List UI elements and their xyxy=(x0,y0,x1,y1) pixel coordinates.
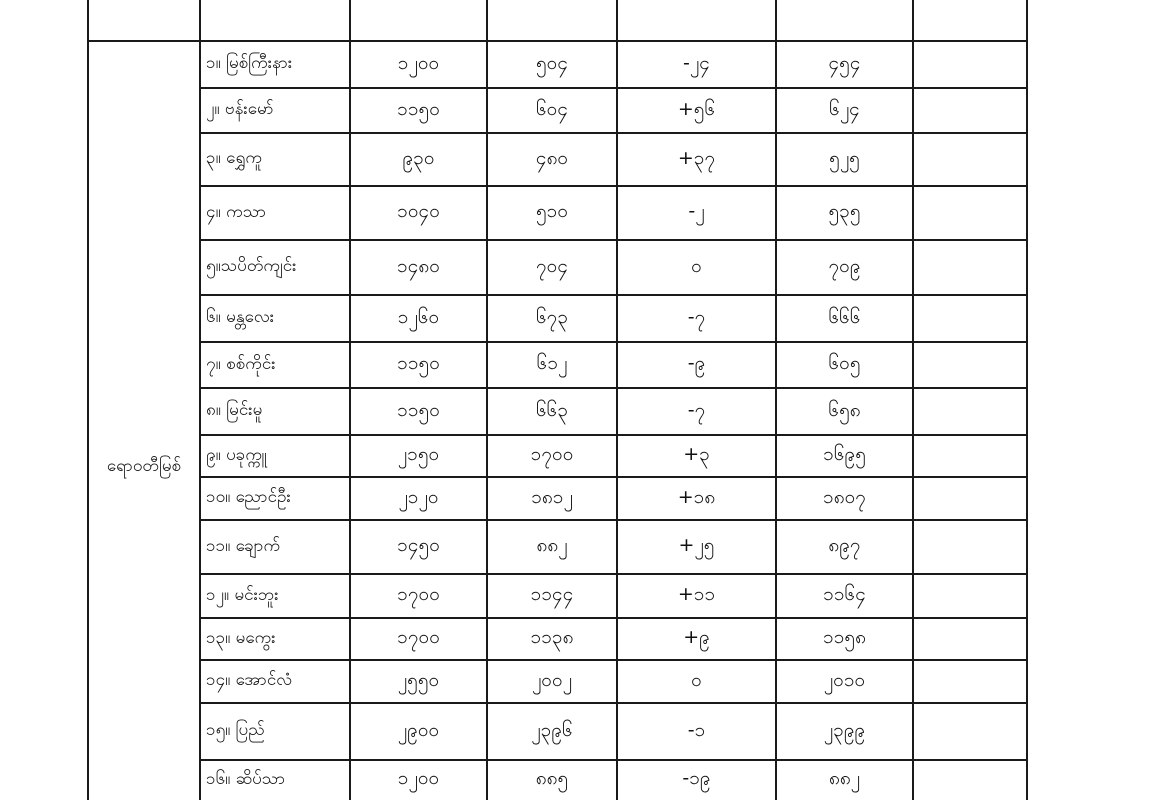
value-cell-c3: -၉ xyxy=(687,352,706,374)
station-name-cell: ၁၄။ အောင်လံ xyxy=(206,670,293,690)
value-cell-c2: ၁၁၃၈ xyxy=(530,626,574,648)
row-divider xyxy=(200,87,1027,89)
value-cell-c3: +၃၇ xyxy=(677,146,716,169)
value-cell-c3: -၇ xyxy=(687,398,706,421)
row-divider xyxy=(200,573,1027,575)
value-cell-c2: ၇၀၄ xyxy=(535,254,569,277)
empty-cell xyxy=(913,477,1027,520)
value-cell-c3: +၁၈ xyxy=(677,485,716,508)
value-cell-c3: +၅၆ xyxy=(677,97,716,120)
station-name-cell: ၃။ ရွှေကူ xyxy=(206,148,263,168)
empty-cell xyxy=(913,435,1027,477)
row-divider xyxy=(200,519,1027,521)
value-cell-c1: ၁၇၀၀ xyxy=(397,626,440,648)
empty-cell xyxy=(913,520,1027,574)
station-name-cell: ၇။ စစ်ကိုင်း xyxy=(206,353,276,374)
value-cell-c1: ၁၀၄၀ xyxy=(397,200,440,222)
value-cell-c4: ၂၀၁၀ xyxy=(823,668,866,691)
station-name-cell: ၁၆။ ဆိပ်သာ xyxy=(206,768,286,789)
value-cell-c4: ၁၁၆၄ xyxy=(823,583,866,605)
empty-cell xyxy=(913,186,1027,240)
value-cell-c4: ၆၂၄ xyxy=(829,97,860,120)
empty-cell xyxy=(913,41,1027,88)
row-divider xyxy=(200,476,1027,478)
value-cell-c1: ၉၃၀ xyxy=(402,146,435,169)
value-cell-c1: ၂၉၀၀ xyxy=(397,718,440,741)
value-cell-c2: ၁၁၄၄ xyxy=(530,583,574,605)
empty-cell xyxy=(913,133,1027,186)
station-name-cell: ၂။ ဗန်းမော် xyxy=(206,99,274,119)
value-cell-c4: ၁၈၀၇ xyxy=(823,485,866,508)
value-cell-c2: ၄၈၀ xyxy=(535,146,569,169)
value-cell-c4: ၅၂၅ xyxy=(829,146,860,169)
station-name-cell: ၁၁။ ချောက် xyxy=(206,535,281,556)
station-name-cell: ၁၂။ မင်းဘူး xyxy=(206,584,279,605)
table-vertical-line xyxy=(775,0,777,800)
row-divider xyxy=(200,434,1027,436)
value-cell-c2: ၁၇၀၀ xyxy=(530,443,574,465)
value-cell-c1: ၁၂၀၀ xyxy=(397,51,440,74)
table-vertical-line xyxy=(349,0,351,800)
table-vertical-line xyxy=(87,0,89,800)
value-cell-c2: ၂၀၀၂ xyxy=(531,668,573,691)
empty-cell xyxy=(913,660,1027,703)
value-cell-c3: ၀ xyxy=(691,668,702,691)
value-cell-c3: -၂ xyxy=(688,200,705,222)
value-cell-c3: +၃ xyxy=(683,443,710,465)
value-cell-c3: -၇ xyxy=(687,305,706,328)
table-vertical-line xyxy=(912,0,914,800)
row-divider xyxy=(200,387,1027,389)
value-cell-c4: ၅၃၅ xyxy=(828,200,861,222)
station-name-cell: ၉။ ပခုက္ကူ xyxy=(206,444,267,465)
row-divider xyxy=(200,659,1027,661)
value-cell-c3: ၀ xyxy=(691,254,702,277)
value-cell-c2: ၈၈၅ xyxy=(535,767,569,789)
station-name-cell: ၁၃။ မကွေး xyxy=(206,627,276,648)
value-cell-c2: ၅၀၄ xyxy=(535,51,569,74)
value-cell-c4: ၆၀၅ xyxy=(828,352,861,374)
value-cell-c1: ၁၇၀၀ xyxy=(397,583,440,605)
value-cell-c4: ၄၅၄ xyxy=(828,51,861,74)
value-cell-c4: ၆၅၈ xyxy=(828,398,861,421)
value-cell-c2: ၆၇၃ xyxy=(535,305,569,328)
table-vertical-line xyxy=(616,0,618,800)
value-cell-c3: -၁၉ xyxy=(682,767,711,789)
row-divider xyxy=(200,185,1027,187)
value-cell-c4: ၁၆၉၅ xyxy=(823,443,866,465)
station-name-cell: ၆။ မန္တလေး xyxy=(206,307,275,327)
row-divider xyxy=(200,759,1027,761)
empty-cell xyxy=(913,760,1027,800)
station-name-cell: ၁။ မြစ်ကြီးနား xyxy=(206,53,293,73)
value-cell-c4: ၈၉၇ xyxy=(828,534,861,556)
value-cell-c4: ၇၀၉ xyxy=(828,254,861,277)
value-cell-c2: ၆၀၄ xyxy=(535,97,569,120)
station-name-cell: ၄။ ကသာ xyxy=(206,201,267,222)
value-cell-c3: +၉ xyxy=(683,626,710,648)
empty-cell xyxy=(913,88,1027,133)
value-cell-c4: ၆၆၆ xyxy=(828,305,861,328)
value-cell-c1: ၁၂၀၀ xyxy=(397,767,440,789)
value-cell-c4: ၂၃၉၉ xyxy=(823,718,866,741)
row-divider xyxy=(200,617,1027,619)
value-cell-c1: ၂၅၅၀ xyxy=(397,668,440,691)
empty-cell xyxy=(913,703,1027,760)
row-divider xyxy=(200,132,1027,134)
empty-cell xyxy=(913,618,1027,660)
value-cell-c4: ၈၈၂ xyxy=(828,767,861,789)
value-cell-c1: ၂၁၂၀ xyxy=(398,485,439,508)
value-cell-c3: -၁ xyxy=(687,718,706,741)
value-cell-c1: ၁၁၅၀ xyxy=(397,97,440,120)
value-cell-c1: ၁၁၅၀ xyxy=(397,398,440,421)
table-vertical-line xyxy=(1026,0,1028,800)
row-divider xyxy=(200,702,1027,704)
empty-cell xyxy=(913,295,1027,342)
value-cell-c2: ၆၆၃ xyxy=(535,398,569,421)
value-cell-c2: ၂၃၉၆ xyxy=(531,718,573,741)
empty-cell xyxy=(913,240,1027,295)
value-cell-c2: ၅၁၀ xyxy=(535,200,569,222)
value-cell-c3: +၁၁ xyxy=(677,583,716,605)
value-cell-c1: ၂၁၅၀ xyxy=(397,443,440,465)
station-name-cell: ၁၅။ ပြည် xyxy=(206,720,265,740)
value-cell-c2: ၁၈၁၂ xyxy=(531,485,573,508)
value-cell-c2: ၆၁၂ xyxy=(536,352,568,374)
value-cell-c4: ၁၁၅၈ xyxy=(823,626,866,648)
row-divider xyxy=(200,239,1027,241)
region-label: ရောဝတီမြစ် xyxy=(106,456,182,476)
header-divider xyxy=(88,40,1027,42)
row-divider xyxy=(200,341,1027,343)
empty-cell xyxy=(913,574,1027,618)
station-name-cell: ၁၀။ ညောင်ဦး xyxy=(206,487,291,507)
value-cell-c2: ၈၈၂ xyxy=(536,534,568,556)
value-cell-c3: +၂၅ xyxy=(678,534,715,556)
value-cell-c1: ၁၁၅၀ xyxy=(397,352,440,374)
station-name-cell: ၅။သပိတ်ကျင်း xyxy=(206,256,297,276)
value-cell-c1: ၁၄၅၀ xyxy=(397,534,440,556)
table-vertical-line xyxy=(486,0,488,800)
value-cell-c1: ၁၄၈၀ xyxy=(397,254,440,277)
empty-cell xyxy=(913,342,1027,388)
empty-cell xyxy=(913,388,1027,435)
value-cell-c1: ၁၂၆၀ xyxy=(397,305,440,328)
station-name-cell: ၈။ မြင်းမူ xyxy=(206,400,263,420)
row-divider xyxy=(200,294,1027,296)
table-vertical-line xyxy=(199,0,201,800)
value-cell-c3: -၂၄ xyxy=(683,51,710,74)
